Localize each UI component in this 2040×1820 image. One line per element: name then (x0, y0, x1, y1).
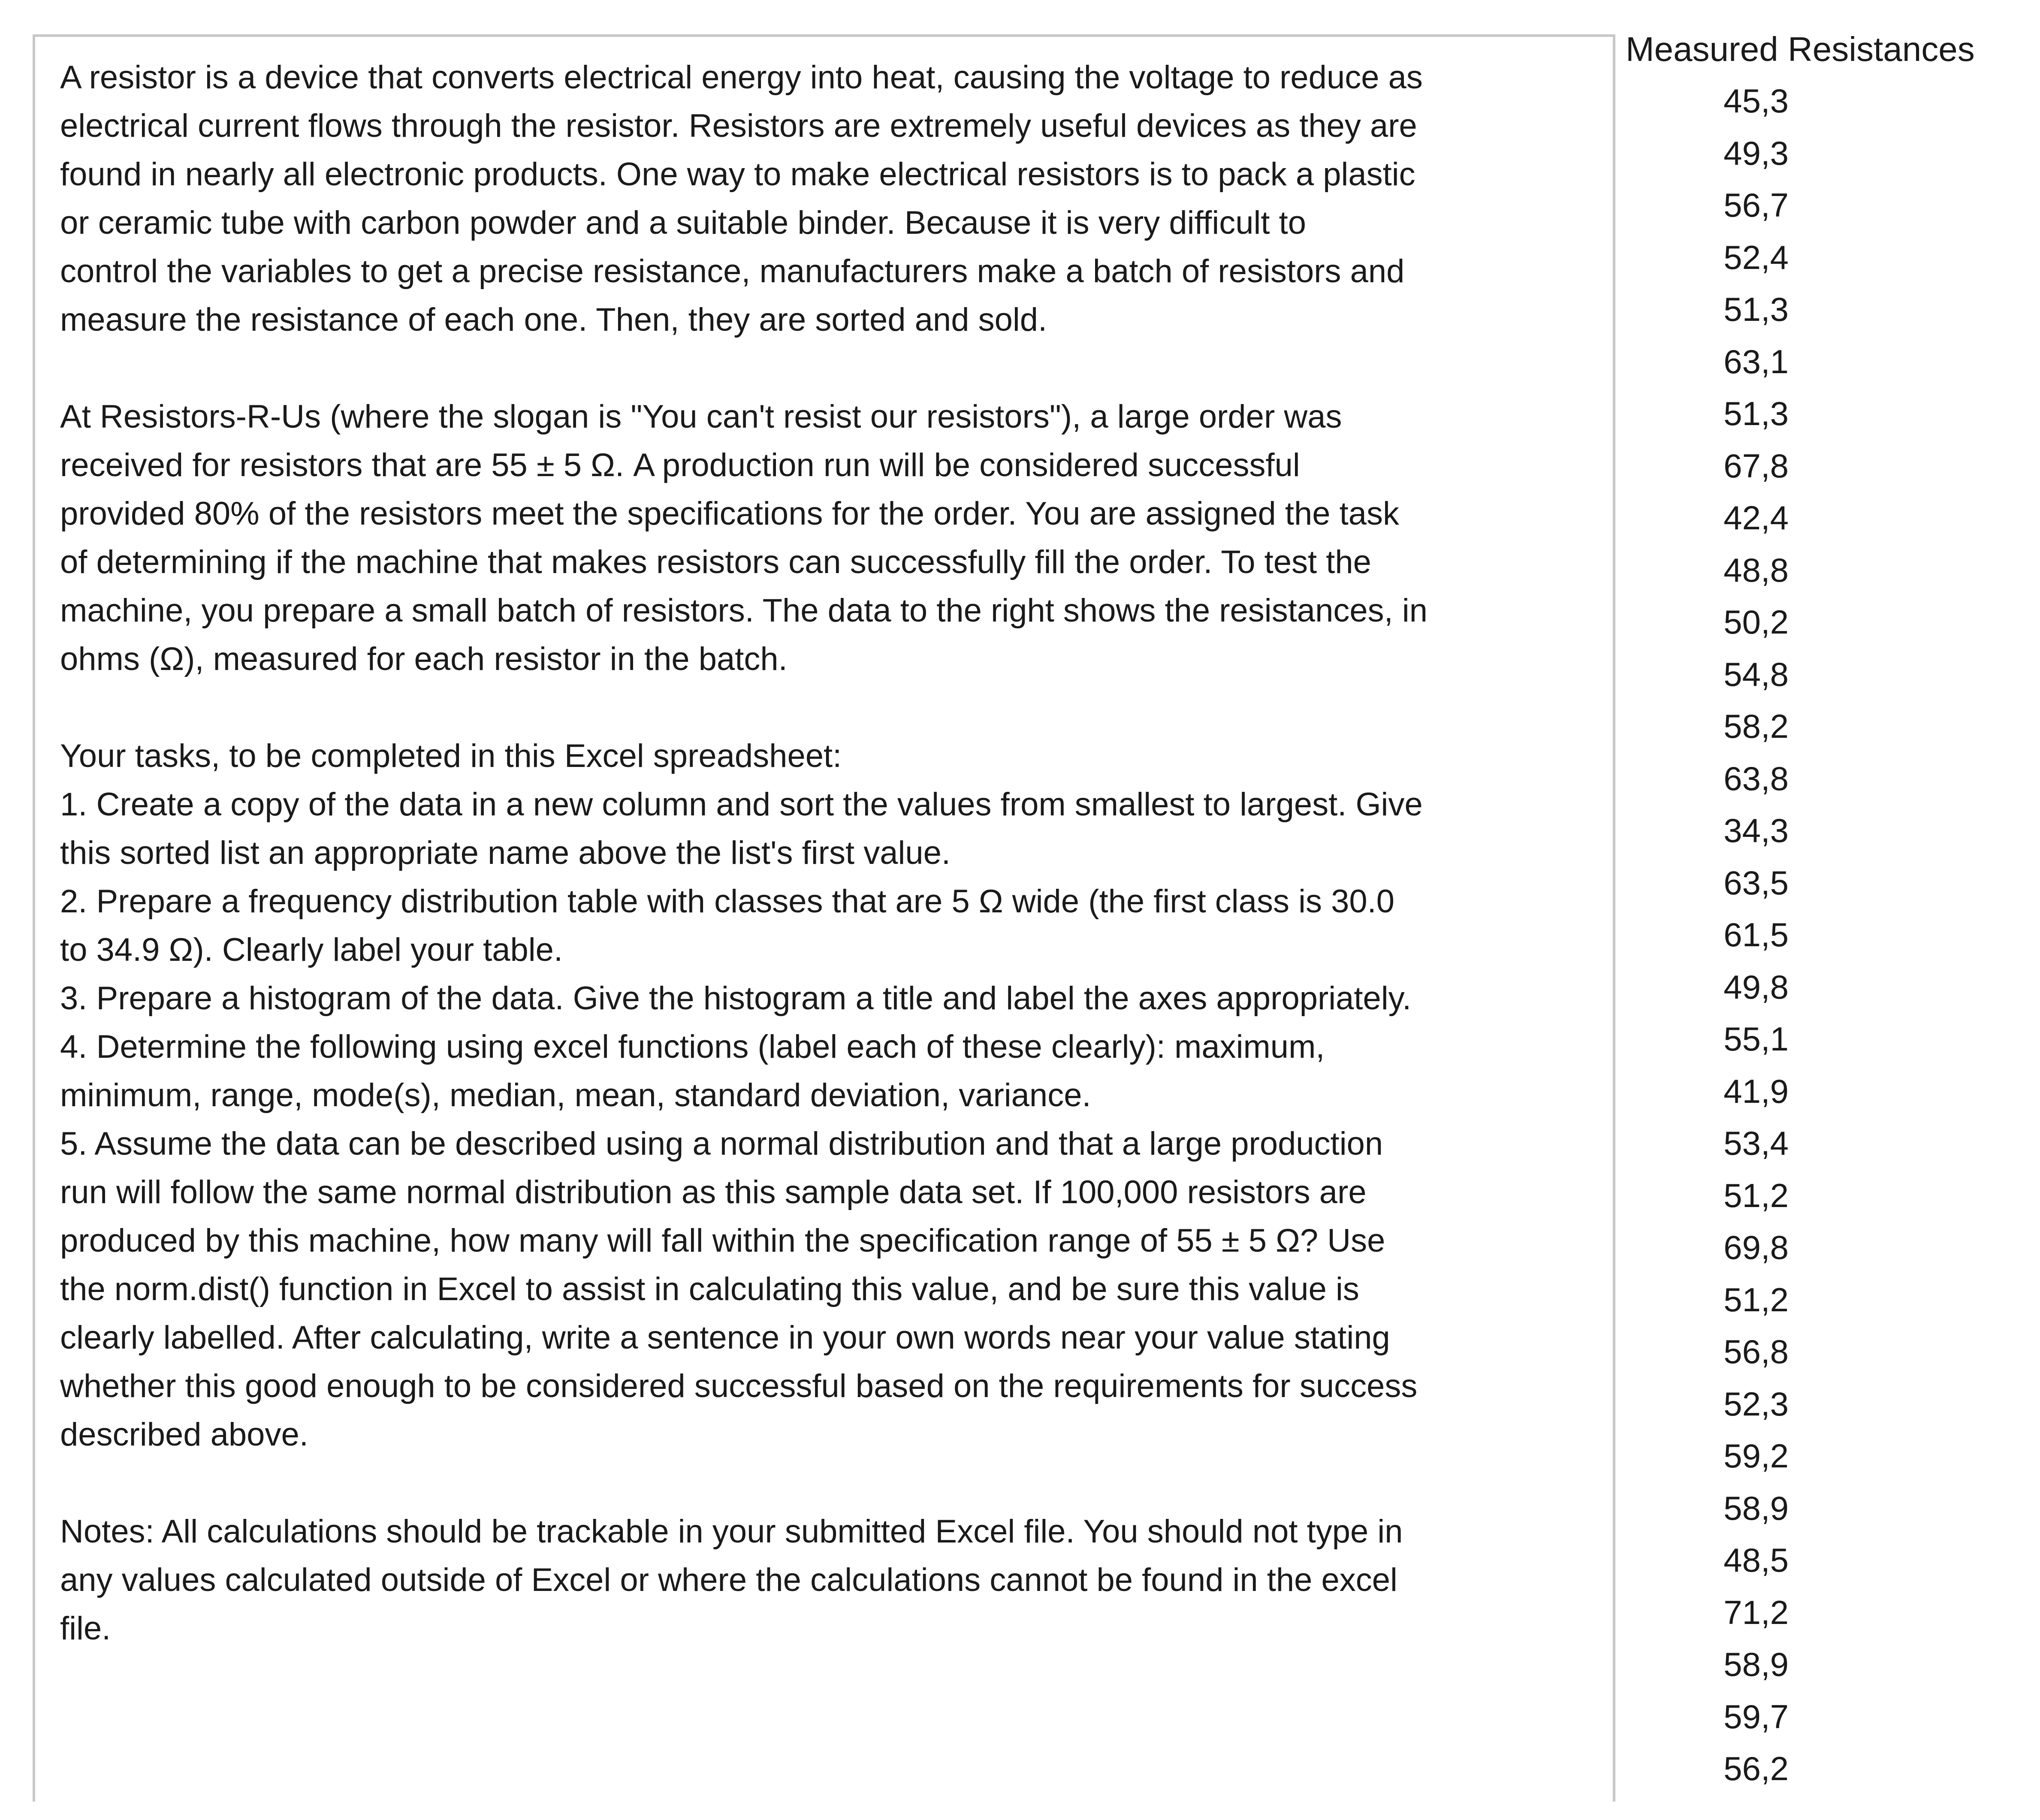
resistance-cell[interactable]: 63,1 (1723, 342, 1789, 380)
resistance-cell[interactable]: 56,2 (1723, 1750, 1789, 1787)
resistance-cell[interactable]: 61,5 (1723, 916, 1789, 954)
resistance-cell[interactable]: 51,2 (1723, 1176, 1789, 1214)
resistance-cell[interactable]: 59,7 (1723, 1697, 1789, 1735)
resistance-cell[interactable]: 56,8 (1723, 1333, 1789, 1370)
text-line: At Resistors-R-Us (where the slogan is "You can't resist our resistors"), a large order was (60, 398, 1342, 435)
text-line: of determining if the machine that makes resistors can successfully fill the order. To test the (60, 544, 1371, 580)
instructions-text-box[interactable] (33, 34, 1615, 1802)
text-line: this sorted list an appropriate name above the list's first value. (60, 835, 951, 871)
resistance-cell[interactable]: 56,7 (1723, 186, 1789, 224)
resistance-cell[interactable]: 55,1 (1723, 1020, 1789, 1058)
text-line: 3. Prepare a histogram of the data. Give the histogram a title and label the axes appropriately. (60, 980, 1412, 1017)
text-line: minimum, range, mode(s), median, mean, standard deviation, variance. (60, 1077, 1091, 1114)
resistance-cell[interactable]: 63,5 (1723, 863, 1789, 902)
resistance-cell[interactable]: 67,8 (1723, 447, 1789, 485)
text-line: received for resistors that are 55 ± 5 Ω. A production run will be considered successful (60, 447, 1300, 483)
text-line: clearly labelled. After calculating, write a sentence in your own words near your value stating (60, 1319, 1390, 1356)
resistance-cell[interactable]: 50,2 (1723, 603, 1789, 641)
paragraph-notes (60, 1507, 1587, 1653)
text-line: 1. Create a copy of the data in a new column and sort the values from smallest to largest. Give (60, 786, 1423, 823)
resistance-cell[interactable]: 49,3 (1723, 134, 1789, 172)
resistance-cell[interactable]: 71,2 (1723, 1593, 1789, 1631)
resistance-cell[interactable]: 53,4 (1723, 1124, 1789, 1162)
text-line: described above. (60, 1416, 308, 1453)
text-line: whether this good enough to be considered successful based on the requirements for success (60, 1368, 1418, 1404)
text-line: found in nearly all electronic products. One way to make electrical resistors is to pack a plastic (60, 156, 1415, 193)
text-line: A resistor is a device that converts electrical energy into heat, causing the voltage to reduce as (60, 59, 1423, 96)
resistance-cell[interactable]: 48,5 (1723, 1541, 1789, 1579)
resistance-cell[interactable]: 52,4 (1723, 238, 1789, 276)
text-line: or ceramic tube with carbon powder and a suitable binder. Because it is very difficult to (60, 205, 1307, 241)
resistance-cell[interactable]: 48,8 (1723, 551, 1789, 589)
resistance-cell[interactable]: 52,3 (1723, 1385, 1789, 1423)
measured-resistances-header[interactable]: Measured Resistances (1626, 30, 1975, 68)
text-line: ohms (Ω), measured for each resistor in the batch. (60, 641, 788, 677)
resistance-cell[interactable]: 58,9 (1723, 1645, 1789, 1683)
paragraph-intro (60, 53, 1587, 344)
text-line: 4. Determine the following using excel functions (label each of these clearly): maximum, (60, 1029, 1325, 1065)
resistance-cell[interactable]: 69,8 (1723, 1228, 1789, 1266)
resistance-cell[interactable]: 59,2 (1723, 1437, 1789, 1475)
resistance-cell[interactable]: 51,3 (1723, 290, 1789, 328)
resistance-cell[interactable]: 51,3 (1723, 395, 1789, 432)
text-line: run will follow the same normal distribution as this sample data set. If 100,000 resistors are (60, 1174, 1367, 1210)
text-line: any values calculated outside of Excel or where the calculations cannot be found in the excel (60, 1562, 1397, 1598)
text-line: to 34.9 Ω). Clearly label your table. (60, 932, 563, 968)
text-line: 2. Prepare a frequency distribution table with classes that are 5 Ω wide (the first class is 30.0 (60, 883, 1394, 920)
resistance-cell[interactable]: 42,4 (1723, 499, 1789, 537)
text-line: electrical current flows through the resistor. Resistors are extremely useful devices as they are (60, 108, 1417, 144)
text-line: measure the resistance of each one. Then, they are sorted and sold. (60, 302, 1047, 338)
measured-resistances-list (1711, 75, 1789, 1795)
text-line: the norm.dist() function in Excel to assist in calculating this value, and be sure this value is (60, 1271, 1359, 1307)
text-line: produced by this machine, how many will fall within the specification range of 55 ± 5 Ω? Use (60, 1222, 1385, 1259)
text-line: control the variables to get a precise resistance, manufacturers make a batch of resistors and (60, 253, 1405, 290)
resistance-cell[interactable]: 41,9 (1723, 1072, 1789, 1110)
resistance-cell[interactable]: 58,9 (1723, 1489, 1789, 1527)
text-line: machine, you prepare a small batch of resistors. The data to the right shows the resistances, in (60, 592, 1427, 629)
text-line: file. (60, 1610, 111, 1647)
resistance-cell[interactable]: 34,3 (1723, 812, 1789, 849)
resistance-cell[interactable]: 51,2 (1723, 1280, 1789, 1319)
instructions-text (60, 53, 1587, 1701)
resistance-cell[interactable]: 45,3 (1723, 82, 1789, 120)
resistance-cell[interactable]: 58,2 (1723, 707, 1789, 745)
resistance-cell[interactable]: 49,8 (1723, 968, 1789, 1006)
paragraph-order (60, 392, 1587, 683)
text-line: 5. Assume the data can be described using a normal distribution and that a large production (60, 1126, 1383, 1162)
resistance-cell[interactable]: 63,8 (1723, 759, 1789, 797)
text-line: Your tasks, to be completed in this Excel spreadsheet: (60, 738, 842, 774)
paragraph-tasks (60, 732, 1587, 1459)
resistance-cell[interactable]: 54,8 (1723, 655, 1789, 693)
text-line: Notes: All calculations should be trackable in your submitted Excel file. You should not type in (60, 1513, 1403, 1550)
text-line: provided 80% of the resistors meet the specifications for the order. You are assigned the task (60, 495, 1400, 532)
